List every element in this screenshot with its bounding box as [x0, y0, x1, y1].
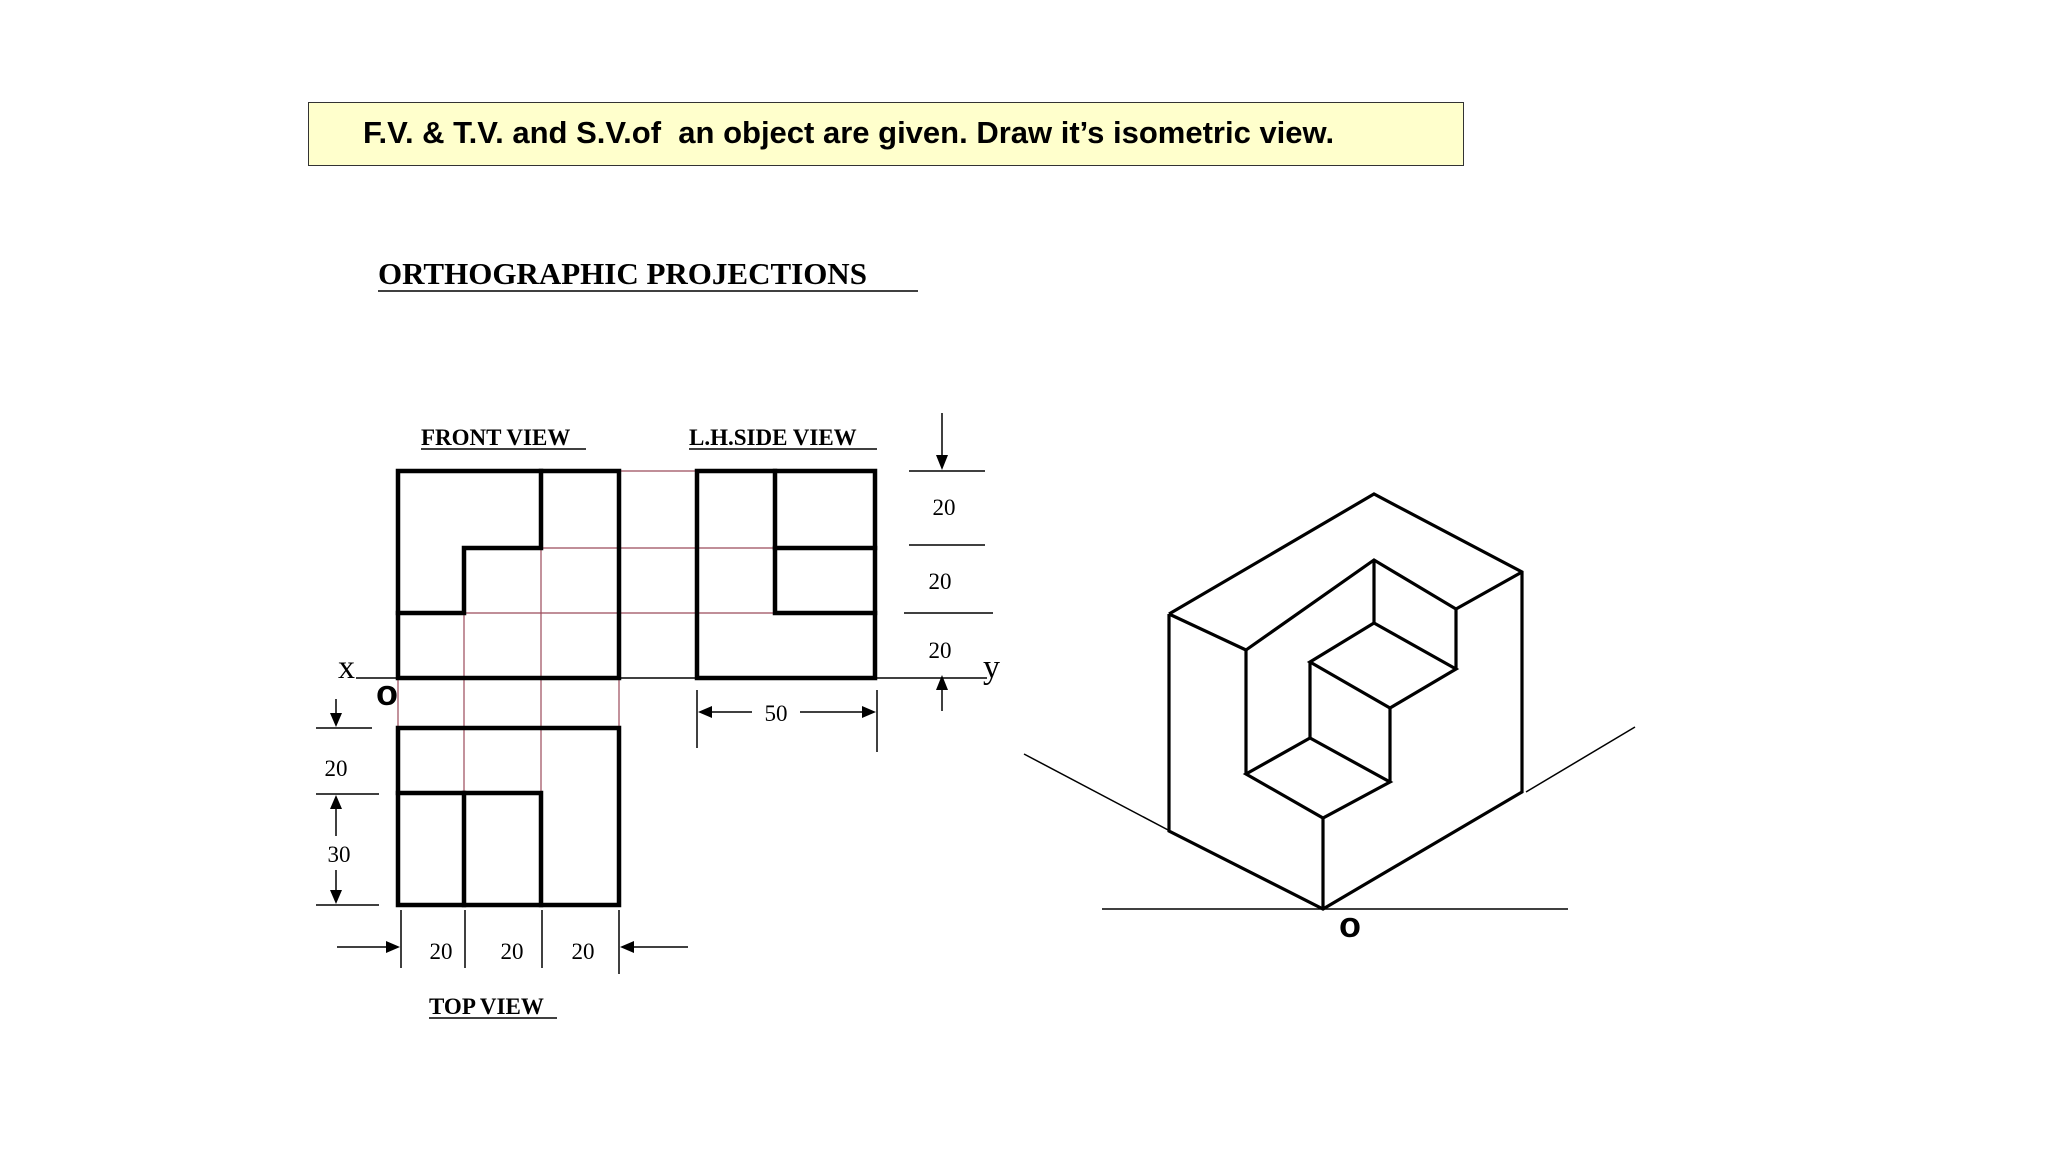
projection-lines — [398, 471, 775, 905]
iso-origin-label: o — [1339, 904, 1361, 945]
dim-side-height-1: 20 — [932, 495, 956, 520]
dim-top-width-3: 20 — [571, 939, 595, 964]
front-view — [398, 471, 619, 678]
y-axis-label: y — [983, 649, 1000, 686]
dim-side-width: 50 — [764, 701, 788, 726]
front-view-label: FRONT VIEW — [421, 425, 571, 450]
side-height-dimensions — [904, 413, 993, 711]
heading: ORTHOGRAPHIC PROJECTIONS — [378, 256, 867, 291]
dim-top-width-1: 20 — [429, 939, 453, 964]
dim-side-height-2: 20 — [928, 569, 952, 594]
x-axis-label: x — [338, 649, 355, 686]
dim-top-depth-1: 20 — [324, 756, 348, 781]
dim-top-width-2: 20 — [500, 939, 524, 964]
isometric-view — [1024, 494, 1635, 909]
side-view — [697, 471, 875, 678]
side-view-label: L.H.SIDE VIEW — [689, 425, 857, 450]
origin-label: o — [376, 672, 398, 713]
problem-statement: F.V. & T.V. and S.V.of an object are given. Draw it’s isometric view. — [308, 102, 1464, 166]
top-depth-dimensions — [316, 699, 379, 905]
top-view — [398, 728, 619, 905]
dim-side-height-3: 20 — [928, 638, 952, 663]
top-view-label: TOP VIEW — [429, 994, 544, 1019]
dim-top-depth-2: 30 — [327, 842, 351, 867]
